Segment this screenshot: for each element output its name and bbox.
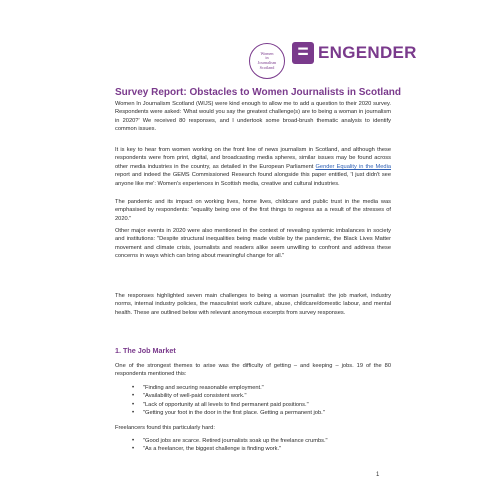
engender-equals-icon: =	[292, 42, 314, 64]
list-item: • "Availability of well-paid consistent work."	[132, 392, 392, 400]
job-market-paragraph: One of the strongest themes to arise was the difficulty of getting – and keeping – jobs. 19 of the 80 respondents mentioned this:	[115, 363, 391, 378]
challenges-paragraph: The responses highlighted seven main challenges to being a woman journalist: the job market, industry norms, internal industry policies, the masculinist work culture, abuse, childcare/domestic labour, and mental health. These are outlined below with relevant anonymous excerpts from survey responses.	[115, 293, 391, 316]
job-quotes-list	[132, 384, 392, 418]
wijs-logo-line: Scotland	[259, 64, 275, 70]
engender-wordmark: ENGENDER	[318, 43, 417, 62]
list-item: • "Good jobs are scarce. Retired journalists soak up the freelance crumbs."	[132, 437, 392, 445]
wijs-logo-line: Women	[260, 50, 274, 56]
events-paragraph: Other major events in 2020 were also mentioned in the context of revealing systemic imbalances in society and institutions: "Despite structural inequalities being made visible by the pandemic, the Black Lives Matter movement and climate crisis, journalists and readers alike seem unwilling to confront and address these concerns in ways which can bring about meaningful change for all."	[115, 228, 391, 260]
engender-logo	[292, 41, 417, 65]
pandemic-paragraph: The pandemic and its impact on working lives, home lives, childcare and public trust in the media was emphasised by respondents: "equality being one of the first things to regress as a result of the stresses of 2020."	[115, 199, 391, 222]
intro-paragraph: Women In Journalism Scotland (WIJS) were kind enough to allow me to add a question to their 2020 survey. Respondents were asked: 'What would you say the greatest challenge(s) are to being a woman in journalism in 2020?' We received 80 responses, and I undertook some broad-brush thematic analysis to identify common issues.	[115, 101, 391, 133]
wijs-logo-line: in	[265, 55, 269, 61]
freelancers-paragraph: Freelancers found this particularly hard:	[115, 425, 215, 431]
gender-equality-link[interactable]: Gender Equality in the Media	[315, 163, 391, 170]
section-heading: 1. The Job Market	[115, 346, 176, 355]
list-item: • "As a freelancer, the biggest challenge is finding work."	[132, 445, 392, 453]
wijs-logo-line: Journalism	[257, 60, 277, 65]
context-paragraph	[115, 146, 391, 188]
freelance-quotes-list	[132, 437, 392, 454]
context-text-start: It is key to hear from women working on the front line of news journalism in Scotland, and although these respondents were from print, digital, and broadcasting media spheres, similar issues may be found across other media industries in the country, as detailed in the European Parliament	[115, 147, 391, 170]
context-text-end: report and indeed the GEMS Commissioned Research found alongside this paper entitled, 'I just didn't see anyone like me': Women's experiences in Scottish media, creative and cultural industries.	[115, 172, 391, 187]
list-item: • "Getting your foot in the door in the first place. Getting a permanent job."	[132, 409, 392, 417]
list-item: • "Lack of opportunity at all levels to find permanent paid positions."	[132, 401, 392, 409]
wijs-logo	[249, 43, 285, 79]
page-number: 1	[376, 472, 380, 478]
page-title: Survey Report: Obstacles to Women Journalists in Scotland	[115, 87, 401, 98]
list-item: • "Finding and securing reasonable employment."	[132, 384, 392, 392]
